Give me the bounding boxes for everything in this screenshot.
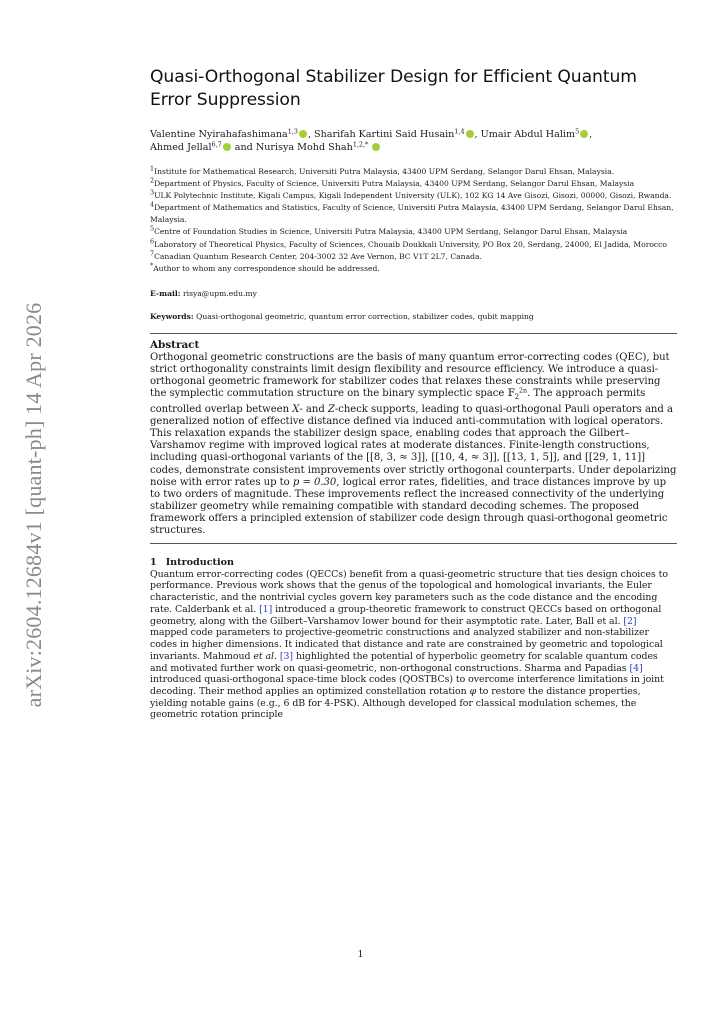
affiliation-list: [150, 166, 677, 275]
body-text-italic: et al.: [253, 650, 277, 662]
keywords-label: Keywords:: [150, 311, 194, 321]
abstract-body: [150, 352, 677, 538]
citation-link[interactable]: [3]: [279, 650, 294, 662]
citation-link[interactable]: [2]: [623, 615, 637, 627]
section-title: Introduction: [165, 556, 235, 568]
abstract-text: , logical error rates, fidelities, and trace distances improve by up to two orders of magnitude. These improvements reflect the increased connectivity of the underlying stabilizer geometry while remaining compatible with standard decoding schemes. The proposed framework offers a principled extension of stabilizer code design through quasi-orthogonal geometric structures.: [150, 476, 668, 537]
math-superscript: 2n: [518, 386, 528, 395]
author-affiliation-marker: 1,3: [287, 127, 298, 136]
affiliation-marker: 5: [150, 224, 155, 233]
abstract-heading: Abstract: [150, 338, 200, 351]
math-symbol: φ: [469, 686, 477, 698]
orcid-icon[interactable]: [223, 143, 231, 151]
author-affiliation-marker: 5: [575, 127, 580, 136]
affiliation-item: [150, 190, 677, 202]
citation-link[interactable]: [1]: [259, 603, 273, 615]
paper-title: Quasi-Orthogonal Stabilizer Design for Efficient Quantum Error Suppression: [150, 67, 637, 110]
affiliation-text: Institute for Mathematical Research, Universiti Putra Malaysia, 43400 UPM Serdang, Selangor Darul Ehsan, Malaysia.: [154, 167, 615, 176]
body-text: introduced a group-theoretic framework to construct QECCs based on orthogonal geometry, along with the Gilbert–Varshamov lower bound for their asymptotic rate. Later, Ball et al.: [150, 603, 662, 627]
affiliation-marker: 7: [150, 249, 155, 258]
author-separator: ,: [307, 129, 315, 140]
body-text: introduced quasi-orthogonal space-time block codes (QOSTBCs) to overcome interference limitations in joint decoding. Their method applies an optimized constellation rotation: [150, 674, 664, 698]
affiliation-item: [150, 166, 677, 178]
abstract-text: ,: [425, 452, 432, 464]
affiliation-marker: 3: [150, 188, 155, 197]
affiliation-text: Laboratory of Theoretical Physics, Faculty of Sciences, Chouaib Doukkali University, PO Box 20, Serdang, 24000, El Jadida, Morocco: [154, 239, 667, 249]
math-symbol: Z: [327, 403, 335, 415]
math-subscript: 2: [514, 393, 519, 402]
author-name: Ahmed Jellal: [150, 142, 212, 153]
author-list: [150, 128, 677, 154]
orcid-icon[interactable]: [580, 130, 588, 138]
author-affiliation-marker: 1,4: [454, 127, 465, 136]
author-affiliation-marker: 6,7: [211, 140, 222, 149]
section-number: 1: [150, 556, 157, 568]
paper-page: [150, 66, 677, 721]
math-symbol: 𝔽: [507, 388, 515, 400]
abstract-text: codes, demonstrate consistent improvements over strictly orthogonal counterparts. Under depolarizing noise with error rates up to: [150, 464, 677, 488]
affiliation-text: Department of Mathematics and Statistics, Faculty of Science, Universiti Putra Malaysia, 43400 UPM Serdang, Selangor Darul Ehsan, Malaysia.: [150, 203, 674, 225]
affiliation-marker: 6: [150, 237, 155, 246]
email-label: E-mail:: [150, 288, 181, 298]
affiliation-item: [150, 263, 677, 275]
page-number: 1: [357, 949, 364, 960]
math-symbol: X: [292, 403, 300, 415]
body-text: Quantum error-correcting codes (QECCs) benefit from a quasi-geometric structure that ties design choices to performance. Previous work shows that the genus of the topological and homological invariants, the Euler characteristic, and the nontrivial cycles govern key parameters such as the code distance and the encoding rate. Calderbank et al.: [150, 568, 668, 615]
abstract-text: . The approach permits controlled overlap between: [150, 388, 646, 415]
code-parameters: [[10, 4, ≈ 3]]: [431, 452, 497, 464]
body-text: mapped code parameters to projective-geometric constructions and analyzed stabilizer and non-stabilizer codes in higher dimensions. It indicated that distance and rate are constrained by geometric and topological invariants. Mahmoud: [150, 627, 663, 662]
affiliation-item: [150, 178, 677, 190]
keywords-value: Quasi-orthogonal geometric, quantum error correction, stabilizer codes, qubit mapping: [196, 311, 534, 321]
affiliation-item: [150, 239, 677, 251]
abstract-text: , and: [556, 452, 585, 464]
citation-link[interactable]: [4]: [629, 662, 643, 674]
affiliation-item: [150, 251, 677, 263]
code-parameters: [[29, 1, 11]]: [584, 452, 645, 464]
code-parameters: [[8, 3, ≈ 3]]: [366, 452, 426, 464]
author-separator: ,: [589, 129, 593, 140]
arxiv-sidebar: [18, 280, 50, 730]
affiliation-text: ULK Polytechnic Institute, Kigali Campus, Kigali Independent University (ULK), 102 KG 14 Ave Gisozi, Gisozi, 00000, Gisozi, Rwanda.: [154, 191, 672, 201]
email-address[interactable]: risya@upm.edu.my: [183, 288, 257, 298]
email-line: [150, 288, 677, 299]
abstract-text: - and: [299, 403, 328, 415]
author-name: Umair Abdul Halim: [480, 129, 576, 140]
abstract-top-rule: [150, 333, 677, 334]
orcid-icon[interactable]: [466, 130, 474, 138]
body-text: highlighted the potential of hyperbolic geometry for scalable quantum codes and motivated further work on quasi-geometric, non-orthogonal constructions. Sharma and Papadias: [150, 650, 658, 674]
keywords-line: [150, 311, 677, 322]
affiliation-item: [150, 226, 677, 238]
author-name: Sharifah Kartini Said Husain: [314, 129, 455, 140]
affiliation-marker: 1: [150, 164, 155, 173]
math-expression: p = 0.30: [292, 476, 337, 488]
abstract-text: ,: [496, 452, 503, 464]
code-parameters: [[13, 1, 5]]: [502, 452, 557, 464]
orcid-icon[interactable]: [372, 143, 380, 151]
orcid-icon[interactable]: [299, 130, 307, 138]
affiliation-marker: 4: [150, 200, 155, 209]
affiliation-text: Author to whom any correspondence should be addressed.: [153, 263, 380, 273]
abstract-text: Orthogonal geometric constructions are the basis of many quantum error-correcting codes (QEC), but strict orthogonality constraints limit design flexibility and resource efficiency. We introduce a quasi-orthogonal geometric framework for stabilizer codes that relaxes these constraints while preserving the symplectic commutation structure on the binary symplectic space: [150, 351, 670, 400]
author-separator: ,: [474, 129, 481, 140]
affiliation-text: Department of Physics, Faculty of Science, Universiti Putra Malaysia, 43400 UPM Serdang, Selangor Darul Ehsan, Malaysia: [154, 179, 635, 189]
author-separator: and: [231, 142, 256, 153]
affiliation-marker: *: [150, 261, 154, 270]
author-affiliation-marker: 1,2,*: [352, 140, 369, 149]
introduction-paragraph: [150, 569, 677, 722]
abstract-text: -check supports, leading to quasi-orthogonal Pauli operators and a generalized notion of effective distance defined via induced anti-commutation with logical operators. This relaxation expands the stabilizer design space, enabling codes that approach the Gilbert–Varshamov regime with improved logical rates at moderate distances. Finite-length constructions, including quasi-orthogonal variants of the: [150, 403, 673, 464]
section-heading: [150, 557, 677, 569]
author-name: Valentine Nyirahafashimana: [150, 129, 288, 140]
affiliation-text: Centre of Foundation Studies in Science, Universiti Putra Malaysia, 43400 UPM Serdang, Selangor Darul Ehsan, Malaysia: [154, 227, 628, 237]
body-text: to restore the distance properties, yielding notable gains (e.g., 6 dB for 4-PSK). Although developed for classical modulation schemes, the geometric rotation principle: [150, 686, 641, 721]
author-name: Nurisya Mohd Shah: [255, 142, 353, 153]
affiliation-marker: 2: [150, 176, 155, 185]
affiliation-item: [150, 202, 677, 226]
abstract-bottom-rule: [150, 543, 677, 544]
arxiv-identifier: arXiv:2604.12684v1 [quant-ph] 14 Apr 2026: [21, 302, 46, 708]
affiliation-text: Canadian Quantum Research Center, 204-3002 32 Ave Vernon, BC V1T 2L7, Canada.: [154, 251, 482, 261]
